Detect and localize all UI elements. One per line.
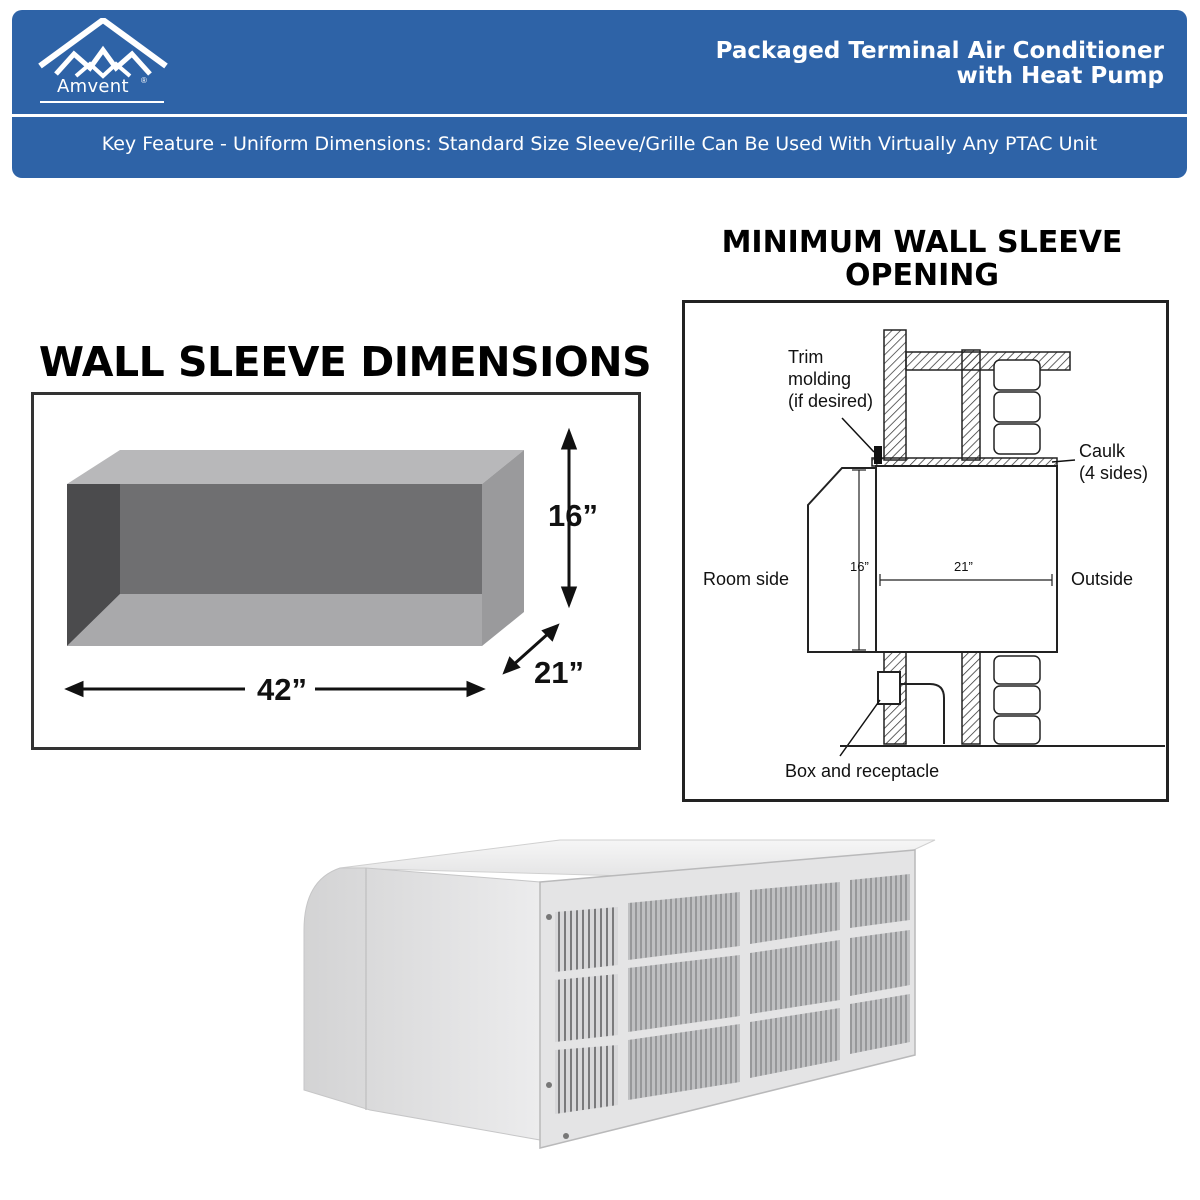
coil-block [850, 874, 910, 928]
outside-label: Outside [1071, 569, 1134, 589]
brand-name: Amvent [57, 76, 129, 97]
minimum-opening-heading-line1: MINIMUM WALL SLEEVE [721, 225, 1123, 260]
sleeve-width-label: 42” [257, 672, 307, 707]
box-and-receptacle-label: Box and receptacle [785, 761, 940, 781]
screw [563, 1133, 569, 1139]
screw [546, 1082, 552, 1088]
registered-mark: ® [141, 76, 147, 85]
key-feature-text: Key Feature - Uniform Dimensions: Standard Size Sleeve/Grille Can Be Used With Virtually Any PTAC Unit [101, 133, 1098, 155]
room-side-label: Room side [703, 569, 790, 589]
trim-molding-label: Trim molding (if desired) [788, 347, 874, 411]
screw [546, 914, 552, 920]
caulk-label: Caulk (4 sides) [1079, 441, 1149, 483]
coil-block [850, 930, 910, 996]
wall-sleeve-dimensions-heading: WALL SLEEVE DIMENSIONS [38, 338, 652, 386]
louver-block [555, 907, 618, 972]
sleeve-depth-label: 21” [534, 655, 584, 690]
louver-block [555, 1045, 618, 1114]
opening-depth-label: 21” [954, 559, 973, 574]
louver-block [555, 974, 618, 1042]
unit-front-cabinet [304, 868, 540, 1140]
opening-height-label: 16” [850, 559, 869, 574]
page-title-line2: with Heat Pump [956, 63, 1164, 89]
minimum-opening-heading-line2: OPENING [845, 258, 999, 293]
page-title-line1: Packaged Terminal Air Conditioner [715, 38, 1164, 64]
sleeve-height-label: 16” [548, 498, 598, 533]
